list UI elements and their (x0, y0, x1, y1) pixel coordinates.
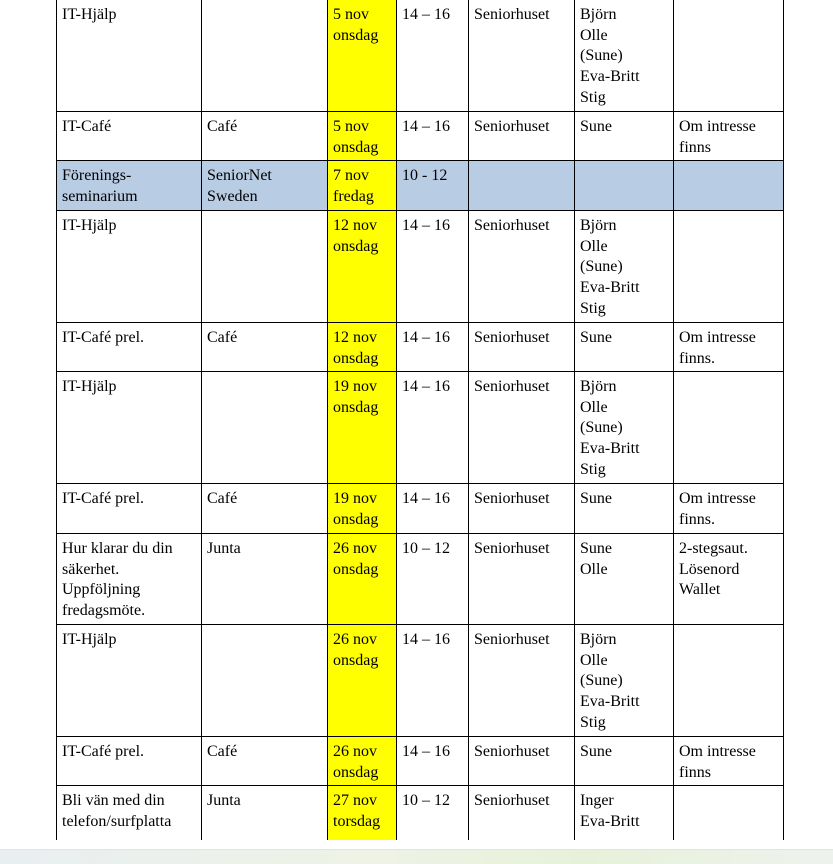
time-cell-text: 14 – 16 (402, 6, 450, 23)
leaders-cell (575, 737, 674, 786)
note-cell (674, 112, 784, 161)
location-cell (469, 0, 575, 112)
leaders-cell (575, 786, 674, 840)
organizer-cell-line: Café (207, 743, 238, 760)
activity-cell (57, 372, 202, 484)
date-cell (328, 112, 397, 161)
time-cell (397, 534, 469, 625)
activity-cell (57, 625, 202, 737)
date-cell (328, 323, 397, 372)
activity-cell-line: IT-Café (62, 118, 112, 135)
leaders-cell (575, 625, 674, 737)
organizer-cell (202, 534, 328, 625)
table-row (57, 786, 784, 840)
leaders-cell-line: Sune (580, 490, 612, 507)
time-cell-text: 14 – 16 (402, 743, 450, 760)
date-cell-line: 26 nov (333, 631, 377, 648)
location-cell (469, 112, 575, 161)
location-cell-text: Seniorhuset (474, 217, 550, 234)
time-cell (397, 786, 469, 840)
organizer-cell-line: Sweden (207, 187, 258, 205)
organizer-cell-line: Café (207, 329, 238, 346)
date-cell-line: 26 nov (333, 540, 377, 557)
leaders-cell-line: (Sune) (580, 672, 623, 690)
note-cell (674, 786, 784, 840)
leaders-cell-line: Stig (580, 460, 606, 478)
activity-cell-line: Bli vän med din (62, 792, 165, 809)
organizer-cell (202, 786, 328, 840)
leaders-cell-line: (Sune) (580, 47, 623, 65)
date-cell (328, 484, 397, 534)
note-cell-line: Om intresse (679, 743, 756, 760)
leaders-cell-line: Eva-Britt (580, 812, 640, 830)
note-cell-line: finns. (679, 349, 715, 367)
date-cell-line: onsdag (333, 349, 379, 367)
time-cell-text: 10 – 12 (402, 792, 450, 809)
activity-cell (57, 786, 202, 840)
location-cell-text: Seniorhuset (474, 329, 550, 346)
leaders-cell (575, 323, 674, 372)
time-cell-text: 14 – 16 (402, 378, 450, 395)
leaders-cell-line: Olle (580, 651, 608, 669)
leaders-cell-line: Olle (580, 398, 608, 416)
organizer-cell-line: Café (207, 490, 238, 507)
organizer-cell (202, 625, 328, 737)
leaders-cell-line: Sune (580, 743, 612, 760)
leaders-cell-line: Sune (580, 540, 612, 557)
activity-cell-line: IT-Café prel. (62, 490, 145, 507)
table-row (57, 0, 784, 112)
time-cell-text: 10 – 12 (402, 540, 450, 557)
activity-cell (57, 112, 202, 161)
note-cell (674, 161, 784, 211)
leaders-cell (575, 372, 674, 484)
activity-cell (57, 484, 202, 534)
note-cell (674, 737, 784, 786)
location-cell (469, 372, 575, 484)
date-cell-line: torsdag (333, 812, 381, 830)
activity-cell (57, 161, 202, 211)
leaders-cell-line: Stig (580, 713, 606, 731)
organizer-cell-line: Café (207, 118, 238, 135)
note-cell-line: Lösenord (679, 560, 740, 578)
organizer-cell-line: SeniorNet (207, 167, 272, 184)
activity-cell (57, 211, 202, 323)
date-cell (328, 737, 397, 786)
date-cell (328, 0, 397, 112)
activity-cell-line: telefon/surfplatta (62, 812, 172, 830)
leaders-cell-line: Eva-Britt (580, 279, 640, 297)
organizer-cell-line: Junta (207, 540, 241, 557)
location-cell (469, 484, 575, 534)
date-cell-line: onsdag (333, 398, 379, 416)
activity-cell-line: seminarium (62, 187, 138, 205)
activity-cell-line: IT-Hjälp (62, 631, 117, 648)
date-cell (328, 211, 397, 323)
date-cell (328, 161, 397, 211)
location-cell (469, 737, 575, 786)
location-cell-text: Seniorhuset (474, 540, 550, 557)
activity-cell (57, 0, 202, 112)
leaders-cell-line: Stig (580, 299, 606, 317)
leaders-cell (575, 161, 674, 211)
leaders-cell-line: Eva-Britt (580, 693, 640, 711)
time-cell (397, 737, 469, 786)
table-row (57, 323, 784, 372)
leaders-cell-line: Sune (580, 118, 612, 135)
activity-cell-line: Uppföljning (62, 581, 141, 599)
date-cell-line: 12 nov (333, 329, 377, 346)
leaders-cell (575, 484, 674, 534)
activity-cell-line: fredagsmöte. (62, 602, 146, 620)
date-cell (328, 372, 397, 484)
date-cell (328, 625, 397, 737)
note-cell (674, 0, 784, 112)
note-cell-line: 2-stegsaut. (679, 540, 748, 557)
leaders-cell (575, 534, 674, 625)
organizer-cell (202, 323, 328, 372)
date-cell-line: fredag (333, 187, 374, 205)
note-cell-line: finns (679, 138, 711, 156)
schedule-table (56, 0, 784, 840)
activity-cell-line: IT-Hjälp (62, 378, 117, 395)
table-row (57, 112, 784, 161)
organizer-cell (202, 211, 328, 323)
table-row (57, 372, 784, 484)
activity-cell (57, 323, 202, 372)
date-cell-line: 5 nov (333, 6, 369, 23)
note-cell (674, 484, 784, 534)
date-cell-line: onsdag (333, 138, 379, 156)
time-cell (397, 372, 469, 484)
time-cell-text: 14 – 16 (402, 329, 450, 346)
date-cell-line: 27 nov (333, 792, 377, 809)
date-cell-line: onsdag (333, 26, 379, 44)
date-cell (328, 786, 397, 840)
location-cell (469, 323, 575, 372)
leaders-cell (575, 211, 674, 323)
note-cell (674, 534, 784, 625)
bottom-decorative-band (0, 849, 833, 864)
activity-cell (57, 534, 202, 625)
date-cell-line: onsdag (333, 763, 379, 781)
location-cell-text: Seniorhuset (474, 118, 550, 135)
time-cell-text: 14 – 16 (402, 118, 450, 135)
organizer-cell (202, 0, 328, 112)
activity-cell-line: IT-Hjälp (62, 217, 117, 234)
note-cell (674, 211, 784, 323)
note-cell-line: Om intresse (679, 118, 756, 135)
table-row-seminar (57, 161, 784, 211)
location-cell-text: Seniorhuset (474, 631, 550, 648)
organizer-cell (202, 372, 328, 484)
note-cell-line: finns. (679, 510, 715, 528)
note-cell-line: Om intresse (679, 329, 756, 346)
date-cell-line: 5 nov (333, 118, 369, 135)
time-cell (397, 484, 469, 534)
activity-cell-line: Förenings- (62, 167, 132, 184)
activity-cell-line: IT-Café prel. (62, 743, 145, 760)
leaders-cell-line: Björn (580, 6, 617, 23)
leaders-cell (575, 112, 674, 161)
leaders-cell-line: Olle (580, 26, 608, 44)
location-cell (469, 786, 575, 840)
organizer-cell (202, 484, 328, 534)
organizer-cell (202, 112, 328, 161)
activity-cell (57, 737, 202, 786)
note-cell (674, 323, 784, 372)
date-cell-line: onsdag (333, 237, 379, 255)
leaders-cell-line: Eva-Britt (580, 440, 640, 458)
table-row (57, 534, 784, 625)
activity-cell-line: IT-Café prel. (62, 329, 145, 346)
leaders-cell-line: Björn (580, 378, 617, 395)
location-cell (469, 534, 575, 625)
note-cell (674, 372, 784, 484)
leaders-cell-line: Björn (580, 217, 617, 234)
table-row (57, 211, 784, 323)
leaders-cell-line: Björn (580, 631, 617, 648)
location-cell-text: Seniorhuset (474, 6, 550, 23)
table-row (57, 625, 784, 737)
date-cell-line: 19 nov (333, 378, 377, 395)
date-cell-line: 26 nov (333, 743, 377, 760)
leaders-cell-line: (Sune) (580, 419, 623, 437)
date-cell-line: onsdag (333, 510, 379, 528)
organizer-cell (202, 161, 328, 211)
time-cell-text: 10 - 12 (402, 167, 448, 184)
time-cell (397, 161, 469, 211)
time-cell (397, 211, 469, 323)
time-cell (397, 0, 469, 112)
activity-cell-line: Hur klarar du din (62, 540, 173, 557)
organizer-cell-line: Junta (207, 792, 241, 809)
date-cell-line: onsdag (333, 560, 379, 578)
location-cell (469, 211, 575, 323)
note-cell-line: Om intresse (679, 490, 756, 507)
location-cell-text: Seniorhuset (474, 792, 550, 809)
time-cell (397, 323, 469, 372)
date-cell-line: 19 nov (333, 490, 377, 507)
note-cell (674, 625, 784, 737)
time-cell-text: 14 – 16 (402, 490, 450, 507)
location-cell-text: Seniorhuset (474, 378, 550, 395)
leaders-cell-line: Eva-Britt (580, 68, 640, 86)
time-cell-text: 14 – 16 (402, 217, 450, 234)
time-cell (397, 112, 469, 161)
activity-cell-line: säkerhet. (62, 560, 120, 578)
note-cell-line: Wallet (679, 581, 721, 599)
date-cell (328, 534, 397, 625)
note-cell-line: finns (679, 763, 711, 781)
time-cell-text: 14 – 16 (402, 631, 450, 648)
schedule-body (57, 0, 784, 840)
date-cell-line: 7 nov (333, 167, 369, 184)
location-cell (469, 625, 575, 737)
leaders-cell-line: Sune (580, 329, 612, 346)
leaders-cell-line: Stig (580, 88, 606, 106)
time-cell (397, 625, 469, 737)
location-cell (469, 161, 575, 211)
leaders-cell-line: Inger (580, 792, 614, 809)
leaders-cell-line: (Sune) (580, 258, 623, 276)
organizer-cell (202, 737, 328, 786)
location-cell-text: Seniorhuset (474, 490, 550, 507)
table-row (57, 737, 784, 786)
location-cell-text: Seniorhuset (474, 743, 550, 760)
date-cell-line: 12 nov (333, 217, 377, 234)
leaders-cell-line: Olle (580, 237, 608, 255)
date-cell-line: onsdag (333, 651, 379, 669)
leaders-cell (575, 0, 674, 112)
activity-cell-line: IT-Hjälp (62, 6, 117, 23)
leaders-cell-line: Olle (580, 560, 608, 578)
table-row (57, 484, 784, 534)
